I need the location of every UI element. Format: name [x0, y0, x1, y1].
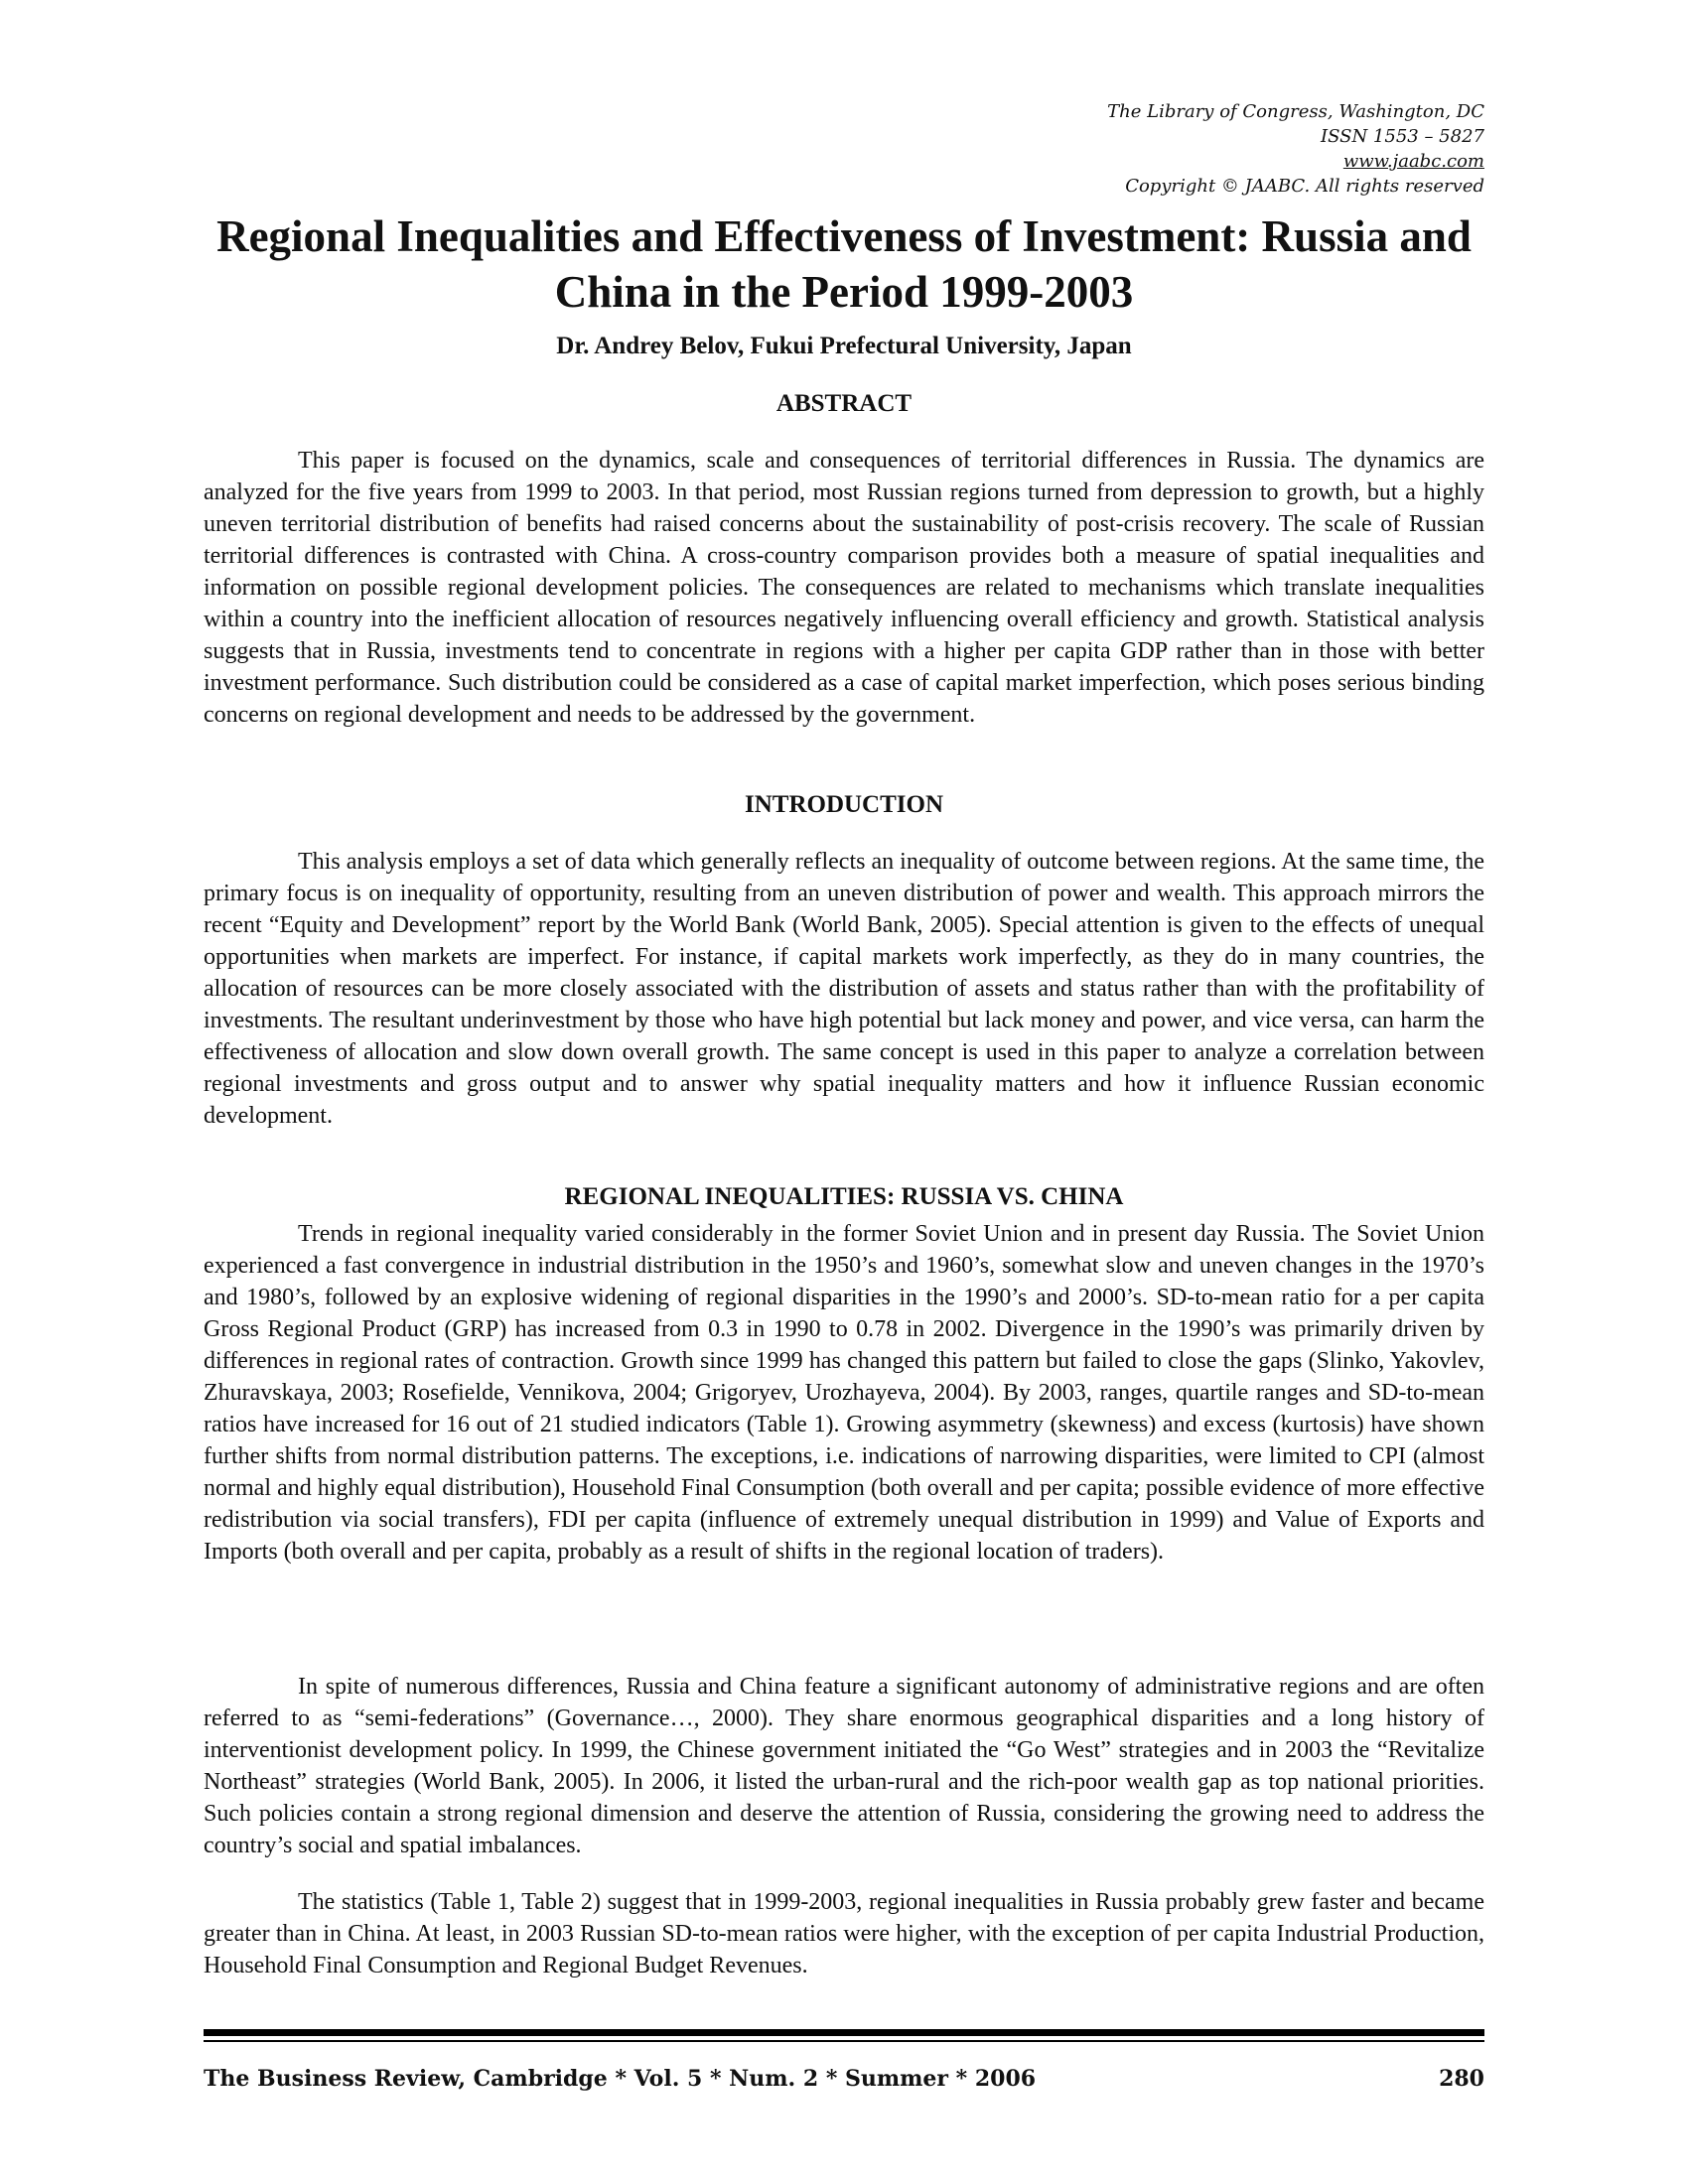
abstract-heading: ABSTRACT [775, 390, 913, 417]
paper-title: Regional Inequalities and Effectiveness of Investment: Russia and China in the Period 1999-2003 [216, 211, 1472, 317]
copyright-line: Copyright © JAABC. All rights reserved [1125, 176, 1484, 197]
journal-footer: The Business Review, Cambridge * Vol. 5 * Num. 2 * Summer * 2006 [204, 2066, 1037, 2092]
website-link[interactable]: www.jaabc.com [1342, 151, 1484, 172]
issn-line: ISSN 1553 – 5827 [1321, 126, 1484, 147]
footer-rule-thin [204, 2040, 1484, 2042]
page-number: 280 [1439, 2066, 1484, 2092]
footer-rule-thick [204, 2029, 1484, 2036]
introduction-heading: INTRODUCTION [744, 791, 944, 818]
library-line: The Library of Congress, Washington, DC [1107, 101, 1484, 122]
regional-paragraph-2: In spite of numerous differences, Russia and China feature a significant autonomy of administrative regions and are often referred to as “semi-federations” (Governance…, 2000). They share enormous geographical disparities and a long history of interventionist development policy. In 1999, the Chinese government initiated the “Go West” strategies and in 2003 the “Revitalize Northeast” strategies (World Bank, 2005). In 2006, it listed the urban-rural and the rich-poor wealth gap as top national priorities. Such policies contain a strong regional dimension and deserve the attention of Russia, considering the growing need to address the country’s social and spatial imbalances. [204, 1674, 1484, 1858]
publication-info [1107, 99, 1484, 199]
author-line: Dr. Andrey Belov, Fukui Prefectural University, Japan [556, 333, 1132, 359]
abstract-paragraph: This paper is focused on the dynamics, scale and consequences of territorial differences in Russia. The dynamics are analyzed for the five years from 1999 to 2003. In that period, most Russian regions turned from depression to growth, but a highly uneven territorial distribution of benefits had raised concerns about the sustainability of post-crisis recovery. The scale of Russian territorial differences is contrasted with China. A cross-country comparison provides both a measure of spatial inequalities and information on possible regional development policies. The consequences are related to mechanisms which translate inequalities within a country into the inefficient allocation of resources negatively influencing overall efficiency and growth. Statistical analysis suggests that in Russia, investments tend to concentrate in regions with a higher per capita GDP rather than in those with better investment performance. Such distribution could be considered as a case of capital market imperfection, which poses serious binding concerns on regional development and needs to be addressed by the government. [204, 448, 1484, 728]
regional-heading: REGIONAL INEQUALITIES: RUSSIA VS. CHINA [564, 1183, 1124, 1210]
regional-paragraph-3: The statistics (Table 1, Table 2) suggest that in 1999-2003, regional inequalities in Russia probably grew faster and became greater than in China. At least, in 2003 Russian SD-to-mean ratios were higher, with the exception of per capita Industrial Production, Household Final Consumption and Regional Budget Revenues. [204, 1889, 1484, 1979]
regional-paragraph-1: Trends in regional inequality varied considerably in the former Soviet Union and in present day Russia. The Soviet Union experienced a fast convergence in industrial distribution in the 1950’s and 1960’s, somewhat slow and uneven changes in the 1970’s and 1980’s, followed by an explosive widening of regional disparities in the 1990’s and 2000’s. SD-to-mean ratio for a per capita Gross Regional Product (GRP) has increased from 0.3 in 1990 to 0.78 in 2002. Divergence in the 1990’s was primarily driven by differences in regional rates of contraction. Growth since 1999 has changed this pattern but failed to close the gaps (Slinko, Yakovlev, Zhuravskaya, 2003; Rosefielde, Vennikova, 2004; Grigoryev, Urozhayeva, 2004). By 2003, ranges, quartile ranges and SD-to-mean ratios have increased for 16 out of 21 studied indicators (Table 1). Growing asymmetry (skewness) and excess (kurtosis) have shown further shifts from normal distribution patterns. The exceptions, i.e. indications of narrowing disparities, were limited to CPI (almost normal and highly equal distribution), Household Final Consumption (both overall and per capita; possible evidence of more effective redistribution via social transfers), FDI per capita (influence of extremely unequal distribution in 1999) and Value of Exports and Imports (both overall and per capita, probably as a result of shifts in the regional location of traders). [204, 1221, 1484, 1565]
introduction-paragraph: This analysis employs a set of data which generally reflects an inequality of outcome between regions. At the same time, the primary focus is on inequality of opportunity, resulting from an uneven distribution of power and wealth. This approach mirrors the recent “Equity and Development” report by the World Bank (World Bank, 2005). Special attention is given to the effects of unequal opportunities when markets are imperfect. For instance, if capital markets work imperfectly, as they do in many countries, the allocation of resources can be more closely associated with the distribution of assets and status rather than with the profitability of investments. The resultant underinvestment by those who have high potential but lack money and power, and vice versa, can harm the effectiveness of allocation and slow down overall growth. The same concept is used in this paper to analyze a correlation between regional investments and gross output and to answer why spatial inequality matters and how it influence Russian economic development. [204, 849, 1484, 1129]
